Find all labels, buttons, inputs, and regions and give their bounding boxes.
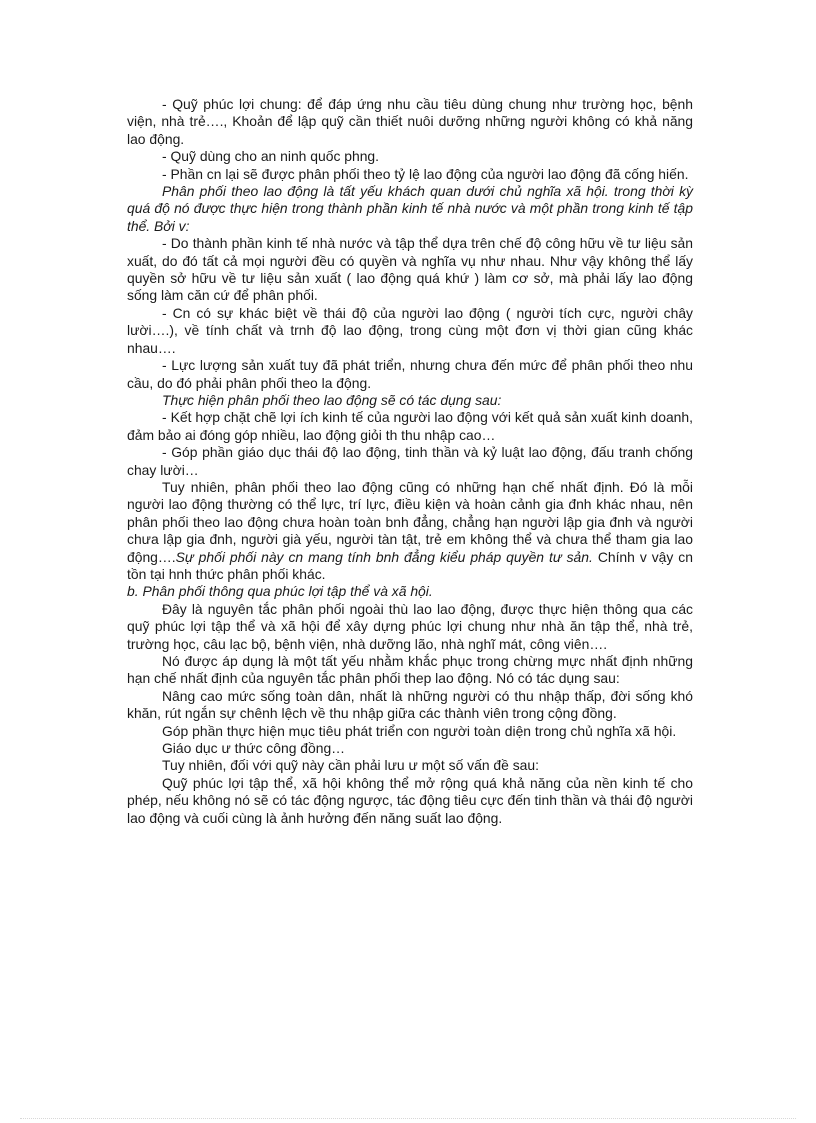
paragraph-fund-limits: Quỹ phúc lợi tập thể, xã hội không thể mở rộng quá khả năng của nền kinh tế cho phép, nếu không nó sẽ có tác động ngược, tác động tiêu cực đến tinh thần và thái độ người lao động và cuối cùng là ảnh hưởng đến năng suất lao động. <box>127 774 693 826</box>
paragraph-reason-attitude-differences: - Cn có sự khác biệt về thái độ của người lao động ( người tích cực, người chây lười….), về tính chất và trnh độ lao động, trong cùng một đơn vị thời gian cũng khác nhau…. <box>127 304 693 356</box>
paragraph-welfare-principle: Đây là nguyên tắc phân phối ngoài thù lao lao động, được thực hiện thông qua các quỹ phúc lợi tập thể và xã hội để xây dựng phúc lợi chung như nhà ăn tập thể, nhà trẻ, trường học, câu lạc bộ, bệnh viện, nhà dưỡng lão, nhà nghĩ mát, công viên…. <box>127 600 693 652</box>
paragraph-limitations <box>127 479 693 583</box>
paragraph-living-standards: Nâng cao mức sống toàn dân, nhất là những người có thu nhập thấp, đời sống khó khăn, rút ngắn sự chênh lệch về thu nhập giữa các thành viên trong cộng đồng. <box>127 687 693 722</box>
page-bottom-edge <box>20 1118 796 1119</box>
paragraph-effect-education: - Góp phần giáo dục thái độ lao động, tinh thần và kỷ luật lao động, đấu tranh chống chay lười… <box>127 444 693 478</box>
paragraph-labor-distribution-intro: Phân phối theo lao động là tất yếu khách quan dưới chủ nghĩa xã hội. trong thời kỳ quá độ nó được thực hiện trong thành phần kinh tế nhà nước và một phần trong kinh tế tập thể. Bởi v: <box>127 183 693 234</box>
paragraph-community-awareness: Giáo dục ư thức công đồng… <box>162 740 346 757</box>
paragraph-welfare-fund: - Quỹ phúc lợi chung: để đáp ứng nhu cầu tiêu dùng chung như trường học, bệnh viện, nhà trẻ…., Khoản để lập quỹ cần thiết nuôi dưỡng những người không có khả năng lao động. <box>127 96 693 147</box>
paragraph-reason-productive-forces: - Lực lượng sản xuất tuy đã phát triển, nhưng chưa đến mức để phân phối theo nhu cầu, do đó phải phân phối theo la động. <box>127 357 693 391</box>
paragraph-human-development: Góp phần thực hiện mục tiêu phát triển con người toàn diện trong chủ nghĩa xã hội. <box>162 722 677 739</box>
paragraph-defense-fund: - Quỹ dùng cho an ninh quốc phng. <box>162 148 380 165</box>
paragraph-fund-notes: Tuy nhiên, đối với quỹ này cần phải lưu ư một số vấn đề sau: <box>162 757 539 774</box>
paragraph-effects-heading: Thực hiện phân phối theo lao động sẽ có tác dụng sau: <box>162 391 502 408</box>
paragraph-remaining-distribution: - Phần cn lại sẽ được phân phối theo tỷ lệ lao động của người lao động đã cống hiến. <box>162 165 689 182</box>
document-body <box>127 96 693 827</box>
paragraph-effect-interests: - Kết hợp chặt chẽ lợi ích kinh tế của người lao động với kết quả sản xuất kinh doanh, đảm bảo ai đóng góp nhiều, lao động giỏi th thu nhập cao… <box>127 409 693 443</box>
paragraph-welfare-application: Nó được áp dụng là một tất yếu nhằm khắc phục trong chừng mực nhất định những hạn chế nhất định của nguyên tắc phân phối thep lao động. Nó có tác dụng sau: <box>127 653 693 687</box>
limitations-italic-sentence: Sự phối phối này cn mang tính bnh đẳng kiểu pháp quyền tư sản. <box>175 548 593 565</box>
limitations-text: Tuy nhiên, phân phối theo lao động cũng có những hạn chế nhất định. Đó là mỗi người lao động thường có thể lực, trí lực, điều kiện và hoàn cảnh gia đnh khác nhau, nên phân phối theo lao động chưa hoàn toàn bnh đẳng, chẳng hạn người lập gia đnh và người chưa lập gia đnh, người già yếu, người tàn tật, trẻ em không thể và chưa thể tham gia lao động…. <box>127 478 693 565</box>
limitations-conclusion: Chính v vậy cn tồn tại hnh thức phân phối khác. <box>127 548 693 582</box>
paragraph-reason-public-ownership: - Do thành phần kinh tế nhà nước và tập thể dựa trên chế độ công hữu về tư liệu sản xuất, do đó tất cả mọi người đều có quyền và nghĩa vụ như nhau. Như vậy không thể lấy quyền sở hữu về tư liệu sản xuất ( lao động quá khứ ) làm cơ sở, mà phải lấy lao động sống làm căn cứ để phân phối. <box>127 235 693 304</box>
section-heading-b: b. Phân phối thông qua phúc lợi tập thể và xã hội. <box>127 583 433 600</box>
